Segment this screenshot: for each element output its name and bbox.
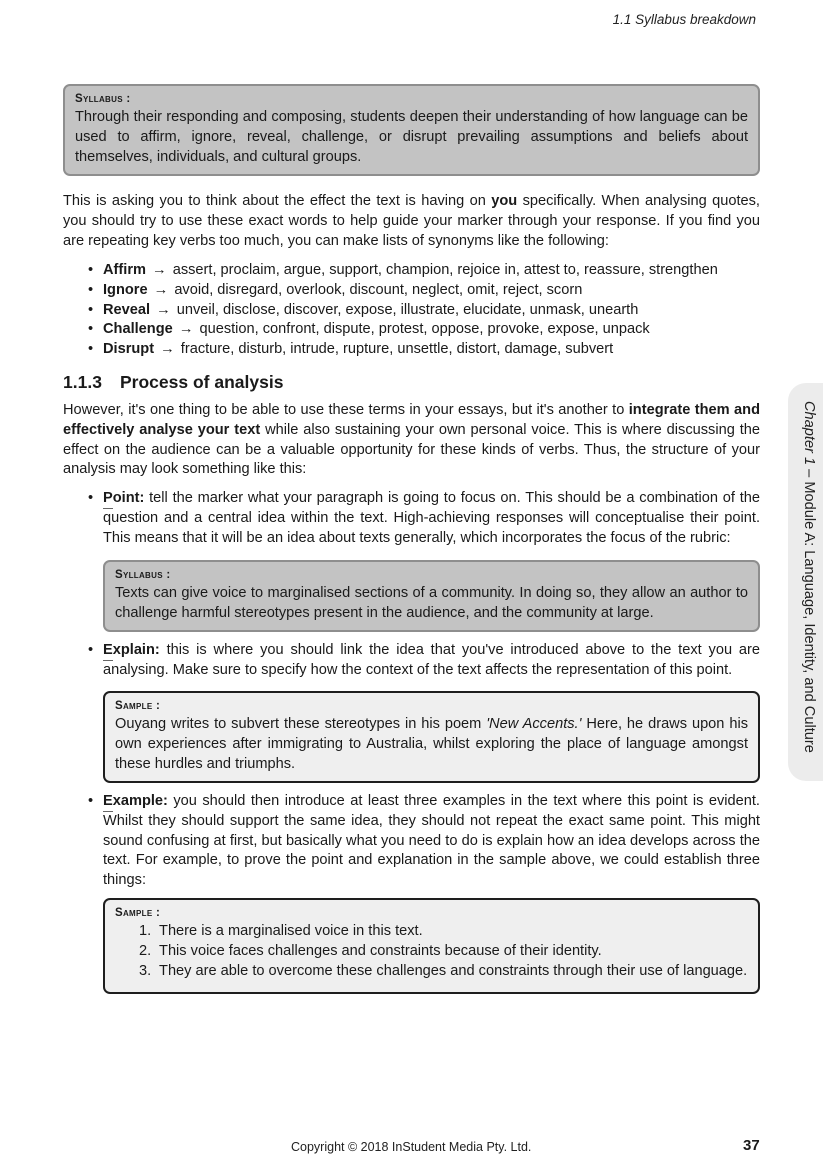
footer-copyright: Copyright © 2018 InStudent Media Pty. Ltd. bbox=[291, 1140, 532, 1154]
synonym-item bbox=[88, 281, 718, 301]
bullet-term: Example: bbox=[103, 793, 168, 809]
sample-list bbox=[115, 922, 748, 981]
chapter-title: Module A: Language, Identity, and Culture bbox=[800, 481, 817, 753]
chapter-tab-text bbox=[798, 401, 818, 753]
page-number: 37 bbox=[743, 1137, 760, 1154]
item-number: 1. bbox=[139, 923, 152, 939]
sample-text-after: Here, he draws upon his own experiences after immigrating to Australia, whilst exploring the place of language amongst these hurdles and triumphs. bbox=[115, 716, 748, 772]
arrow-right-icon: → bbox=[160, 341, 175, 358]
synonym-words: avoid, disregard, overlook, discount, neglect, omit, reject, scorn bbox=[174, 281, 583, 298]
box-label: Syllabus : bbox=[75, 93, 131, 105]
item-text: There is a marginalised voice in this text. bbox=[159, 923, 423, 939]
analysis-text-before: However, it's one thing to be able to use these terms in your essays, but it's another to bbox=[63, 402, 629, 418]
synonym-words: question, confront, dispute, protest, oppose, provoke, expose, unpack bbox=[199, 321, 650, 338]
item-number: 3. bbox=[139, 962, 152, 979]
intro-text-after: specifically. When analysing quotes, you should try to use these exact words to help guide your marker through your response. If you find you are repeating key verbs too much, you can make lists of synonyms like the following: bbox=[63, 193, 760, 249]
chapter-side-tab bbox=[788, 383, 823, 781]
synonym-item bbox=[88, 320, 718, 340]
box-label: Syllabus : bbox=[115, 569, 171, 581]
chapter-label: Chapter 1 bbox=[800, 401, 817, 466]
bullet-term: Point: bbox=[103, 490, 145, 506]
poem-title: 'New Accents.' bbox=[486, 716, 582, 732]
syllabus-text: Through their responding and composing, students deepen their understanding of how language can be used to affirm, ignore, reveal, challenge, or disrupt prevailing assumptions and beliefs about themselves, individuals, and cultural groups. bbox=[75, 109, 748, 165]
synonym-term: Reveal bbox=[103, 301, 151, 318]
bullet-point bbox=[88, 489, 760, 548]
analysis-text-after: while also sustaining your own personal voice. This is where discussing the effect on the audience can be a valuable opportunity for these kinds of verbs. Thus, the structure of your analysis may look something like this: bbox=[63, 421, 761, 478]
sample-box bbox=[103, 898, 760, 994]
bullet-term: Explain: bbox=[103, 642, 160, 658]
chapter-dash: – bbox=[800, 465, 817, 482]
bullet-text: you should then introduce at least three examples in the text where this point is evident. Whilst they should support the same idea, they should not repeat the exact same point. This might sound confusing at first, but basically what you need to do is explain how an idea develops across the text. For example, to prove the point and explanation in the sample above, we could establish three things: bbox=[103, 793, 760, 889]
box-label: Sample : bbox=[115, 907, 161, 919]
intro-paragraph bbox=[63, 192, 760, 251]
synonym-term: Ignore bbox=[103, 281, 148, 298]
synonym-item bbox=[88, 261, 718, 281]
analysis-paragraph bbox=[63, 401, 760, 480]
synonym-term: Challenge bbox=[103, 321, 173, 338]
synonym-words: assert, proclaim, argue, support, champion, rejoice in, attest to, reassure, strengthen bbox=[172, 262, 718, 278]
sample-text bbox=[115, 715, 748, 774]
bullet-dot: • bbox=[88, 793, 94, 809]
syllabus-box bbox=[63, 84, 760, 176]
synonym-term: Affirm bbox=[103, 262, 146, 278]
sample-list-item bbox=[139, 922, 748, 942]
synonym-words: unveil, disclose, discover, expose, illustrate, elucidate, unmask, unearth bbox=[176, 301, 639, 318]
item-text: They are able to overcome these challenges and constraints through their use of language. bbox=[159, 962, 748, 979]
arrow-right-icon: → bbox=[153, 281, 169, 298]
sample-list-item bbox=[139, 962, 748, 982]
arrow-right-icon: → bbox=[178, 321, 194, 338]
intro-text-before: This is asking you to think about the effect the text is having on bbox=[63, 193, 492, 209]
synonym-item bbox=[88, 301, 718, 321]
sample-text-before: Ouyang writes to subvert these stereotypes in his poem bbox=[115, 716, 487, 732]
box-label: Sample : bbox=[115, 700, 161, 712]
analysis-emphasis: integrate them and effectively analyse your text bbox=[63, 402, 760, 438]
item-text: This voice faces challenges and constraints because of their identity. bbox=[159, 942, 602, 959]
synonym-term: Disrupt bbox=[103, 341, 155, 358]
synonym-list bbox=[88, 261, 718, 360]
bullet-dot: • bbox=[88, 490, 94, 506]
sample-box bbox=[103, 691, 760, 783]
bullet-text: tell the marker what your paragraph is going to focus on. This should be a combination of the question and a central idea within the text. High-achieving responses will conceptualise their point. This means that it will be an idea about texts generally, which incorporates the focus of the rubric: bbox=[103, 490, 760, 546]
bullet-text: this is where you should link the idea that you've introduced above to the text you are analysing. Make sure to specify how the context of the text affects the representation of this point. bbox=[103, 642, 760, 678]
syllabus-box bbox=[103, 560, 760, 632]
section-heading bbox=[63, 371, 283, 393]
arrow-right-icon: → bbox=[152, 262, 167, 278]
synonym-words: fracture, disturb, intrude, rupture, unsettle, distort, damage, subvert bbox=[180, 341, 614, 358]
syllabus-text: Texts can give voice to marginalised sections of a community. In doing so, they allow an author to challenge harmful stereotypes present in the audience, and the community at large. bbox=[115, 585, 748, 621]
bullet-dot: • bbox=[88, 642, 94, 658]
synonym-item bbox=[88, 340, 718, 360]
bullet-explain bbox=[88, 641, 760, 681]
intro-emphasis: you bbox=[491, 193, 518, 209]
sample-list-item bbox=[139, 942, 748, 962]
item-number: 2. bbox=[139, 942, 152, 959]
bullet-example bbox=[88, 792, 760, 891]
running-head: 1.1 Syllabus breakdown bbox=[612, 12, 756, 27]
section-number: 1.1.3 bbox=[63, 372, 102, 392]
arrow-right-icon: → bbox=[156, 301, 171, 318]
section-title: Process of analysis bbox=[120, 372, 284, 392]
